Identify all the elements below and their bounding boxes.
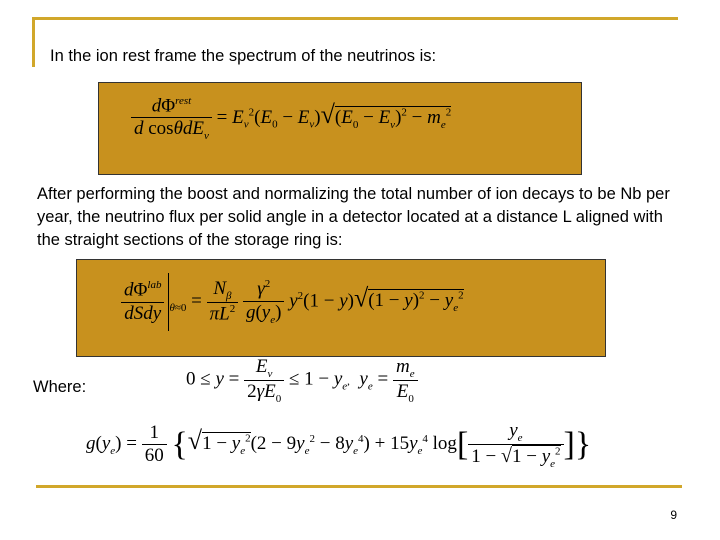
y-definition-equation: 0 ≤ y = $\frac{E_\nu}{2\gamma E_0}$ ≤ $1 - y_e$, $y_e$ = $\frac{m_e}{E_0}$: [186, 356, 418, 405]
boost-text: After performing the boost and normalizing the total number of ion decays to be Nb per year, the neutrino flux per solid angle in a detector located at a distance L aligned with the straight sections of the storage ring is:: [37, 185, 670, 249]
page-number: 9: [670, 508, 677, 522]
lab-flux-equation-box: [76, 259, 606, 357]
rest-frame-equation-box: [98, 82, 582, 175]
lab-flux-equation: $\frac{d\Phi^{lab}}{\text{dSdy}}$ $_{\theta\approx 0}$ = $\frac{N_\beta}{\pi L^2}$ $\frac{\gamma^2}{g(y_e)}$ $y^2(1 - y)√(1 - y)^2 - y_e^2$: [121, 273, 464, 331]
bottom-rule: [36, 485, 682, 488]
rest-frame-equation: $\frac{d\Phi^{rest}}{d \cos\theta dE_\nu}$ = $E_\nu^2(E_0 - E_\nu)√(E_0 - E_\nu)^2 - m_e^2$: [131, 95, 451, 142]
left-rule: [32, 17, 35, 67]
top-rule: [32, 17, 678, 20]
g-function-equation: $g(y_e)$ = $\frac{1}{60}$ {$√1 - y_e^2(2 - 9y_e^2 - 8y_e^4) + 15y_e^4$ log[ $\frac{y_e}{1 - √1 - y_e^2}$ ]}: [86, 420, 592, 470]
intro-text: In the ion rest frame the spectrum of the neutrinos is:: [50, 47, 437, 65]
where-label: Where:: [33, 378, 87, 396]
